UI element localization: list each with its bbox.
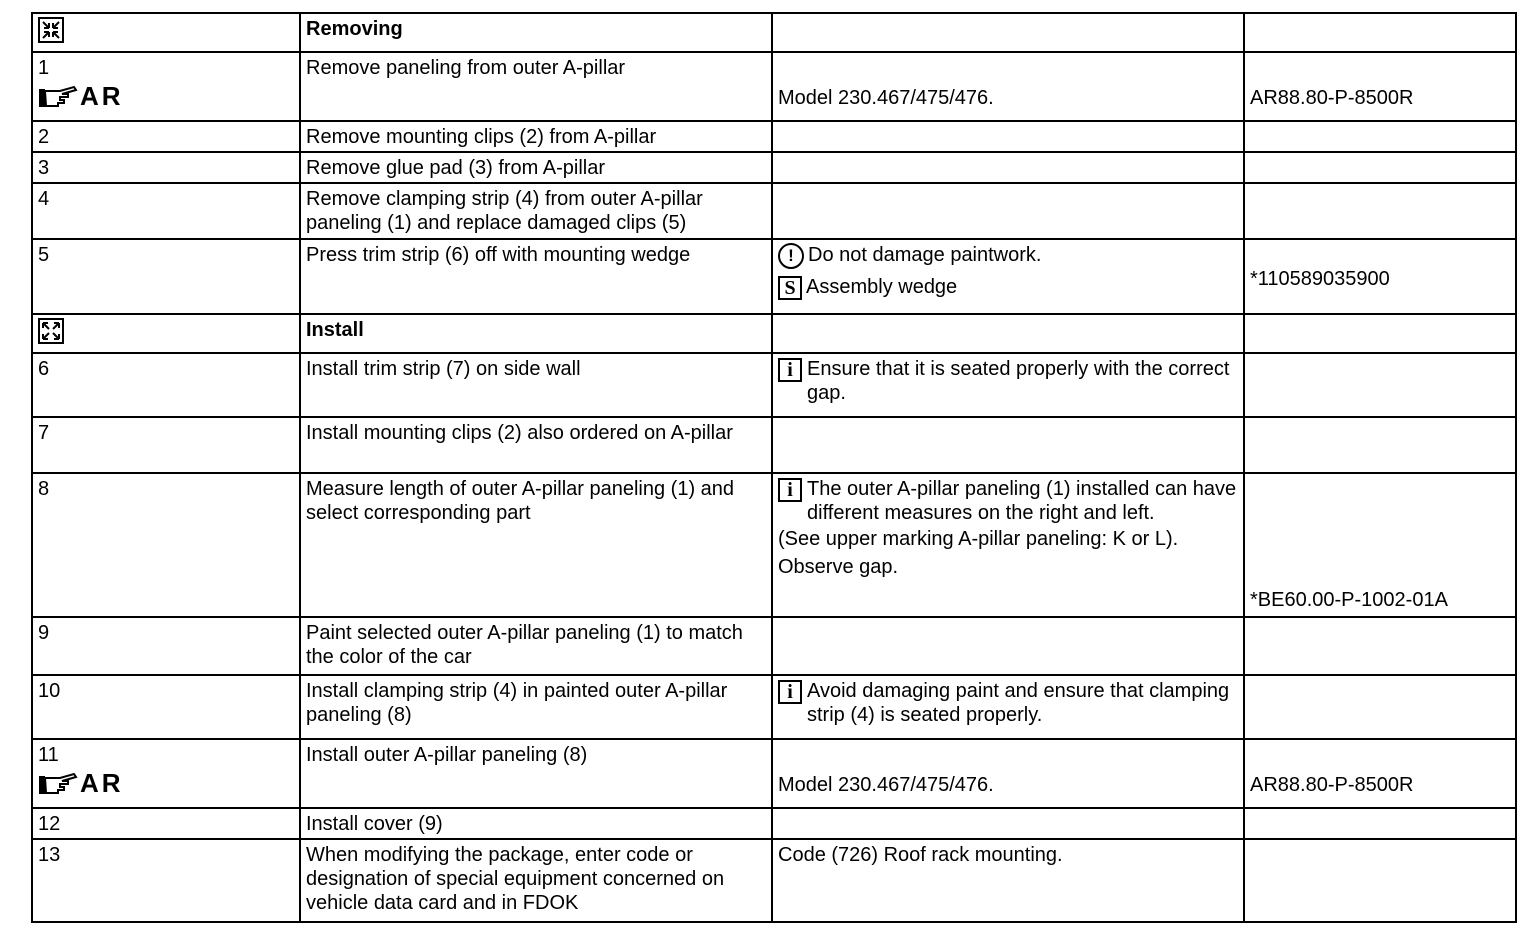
tool-note: S Assembly wedge	[778, 275, 1238, 300]
step-reference[interactable]: *110589035900	[1250, 268, 1390, 290]
step-number: 6	[32, 353, 300, 417]
warning-icon: !	[778, 243, 804, 269]
table-row	[32, 121, 1516, 152]
section-symbol-cell	[32, 13, 300, 52]
step-number: 11	[38, 744, 59, 766]
step-number: 9	[32, 617, 300, 675]
section-title-install: Install	[300, 314, 772, 353]
step-reference[interactable]: AR88.80-P-8500R	[1250, 774, 1414, 796]
step-note-line: Observe gap.	[778, 556, 899, 578]
step-task: Install outer A-pillar paneling (8)	[300, 739, 772, 808]
step-number: 5	[32, 239, 300, 314]
step-note-line: (See upper marking A-pillar paneling: K or L).	[778, 528, 1179, 550]
step-task: Install trim strip (7) on side wall	[300, 353, 772, 417]
procedure-table	[31, 12, 1517, 923]
warning-note: ! Do not damage paintwork.	[778, 243, 1238, 269]
step-task: Install mounting clips (2) also ordered on A-pillar	[300, 417, 772, 473]
section-symbol-cell	[32, 314, 300, 353]
ar-label: AR	[80, 768, 124, 798]
table-row	[32, 473, 1516, 617]
step-task: Install clamping strip (4) in painted outer A-pillar paneling (8)	[300, 675, 772, 739]
table-row	[32, 808, 1516, 839]
step-number: 13	[32, 839, 300, 922]
table-row	[32, 183, 1516, 239]
step-note-line: The outer A-pillar paneling (1) installed can have different measures on the right and left.	[807, 478, 1237, 524]
info-icon: i	[778, 478, 802, 502]
table-row	[32, 417, 1516, 473]
step-number: 4	[32, 183, 300, 239]
step-number: 10	[32, 675, 300, 739]
step-task: Press trim strip (6) off with mounting wedge	[300, 239, 772, 314]
step-number: 8	[32, 473, 300, 617]
ar-label: AR	[80, 81, 124, 111]
table-row	[32, 152, 1516, 183]
table-row	[32, 739, 1516, 808]
step-number: 3	[32, 152, 300, 183]
step-note: Model 230.467/475/476.	[778, 774, 994, 796]
table-row	[32, 839, 1516, 922]
info-icon: i	[778, 680, 802, 704]
step-number: 1	[38, 57, 50, 79]
table-row	[32, 617, 1516, 675]
step-number: 12	[32, 808, 300, 839]
ar-reference[interactable]	[38, 769, 294, 797]
step-note: Ensure that it is seated properly with the correct gap.	[807, 358, 1230, 404]
table-row	[32, 353, 1516, 417]
table-row	[32, 52, 1516, 121]
install-symbol-icon	[38, 318, 64, 344]
remove-symbol-icon	[38, 17, 64, 43]
step-task: Remove mounting clips (2) from A-pillar	[300, 121, 772, 152]
section-header-removing	[32, 13, 1516, 52]
step-number: 2	[32, 121, 300, 152]
step-task: When modifying the package, enter code or designation of special equipment concerned on vehicle data card and in FDOK	[300, 839, 772, 922]
section-title-removing: Removing	[300, 13, 772, 52]
step-note: Code (726) Roof rack mounting.	[772, 839, 1244, 922]
pointing-hand-icon	[38, 83, 78, 109]
step-task: Measure length of outer A-pillar paneling (1) and select corresponding part	[300, 473, 772, 617]
step-task: Paint selected outer A-pillar paneling (1) to match the color of the car	[300, 617, 772, 675]
step-task: Install cover (9)	[300, 808, 772, 839]
step-note: Model 230.467/475/476.	[778, 87, 994, 109]
step-task: Remove paneling from outer A-pillar	[300, 52, 772, 121]
table-row	[32, 675, 1516, 739]
tool-icon: S	[778, 276, 802, 300]
ar-reference[interactable]	[38, 82, 294, 110]
pointing-hand-icon	[38, 770, 78, 796]
step-reference[interactable]: *BE60.00-P-1002-01A	[1250, 589, 1448, 611]
table-row	[32, 239, 1516, 314]
step-number: 7	[32, 417, 300, 473]
step-task: Remove glue pad (3) from A-pillar	[300, 152, 772, 183]
step-task: Remove clamping strip (4) from outer A-pillar paneling (1) and replace damaged clips (5)	[300, 183, 772, 239]
step-reference[interactable]: AR88.80-P-8500R	[1250, 87, 1414, 109]
step-note: Avoid damaging paint and ensure that clamping strip (4) is seated properly.	[807, 680, 1230, 726]
info-icon: i	[778, 358, 802, 382]
section-header-install	[32, 314, 1516, 353]
